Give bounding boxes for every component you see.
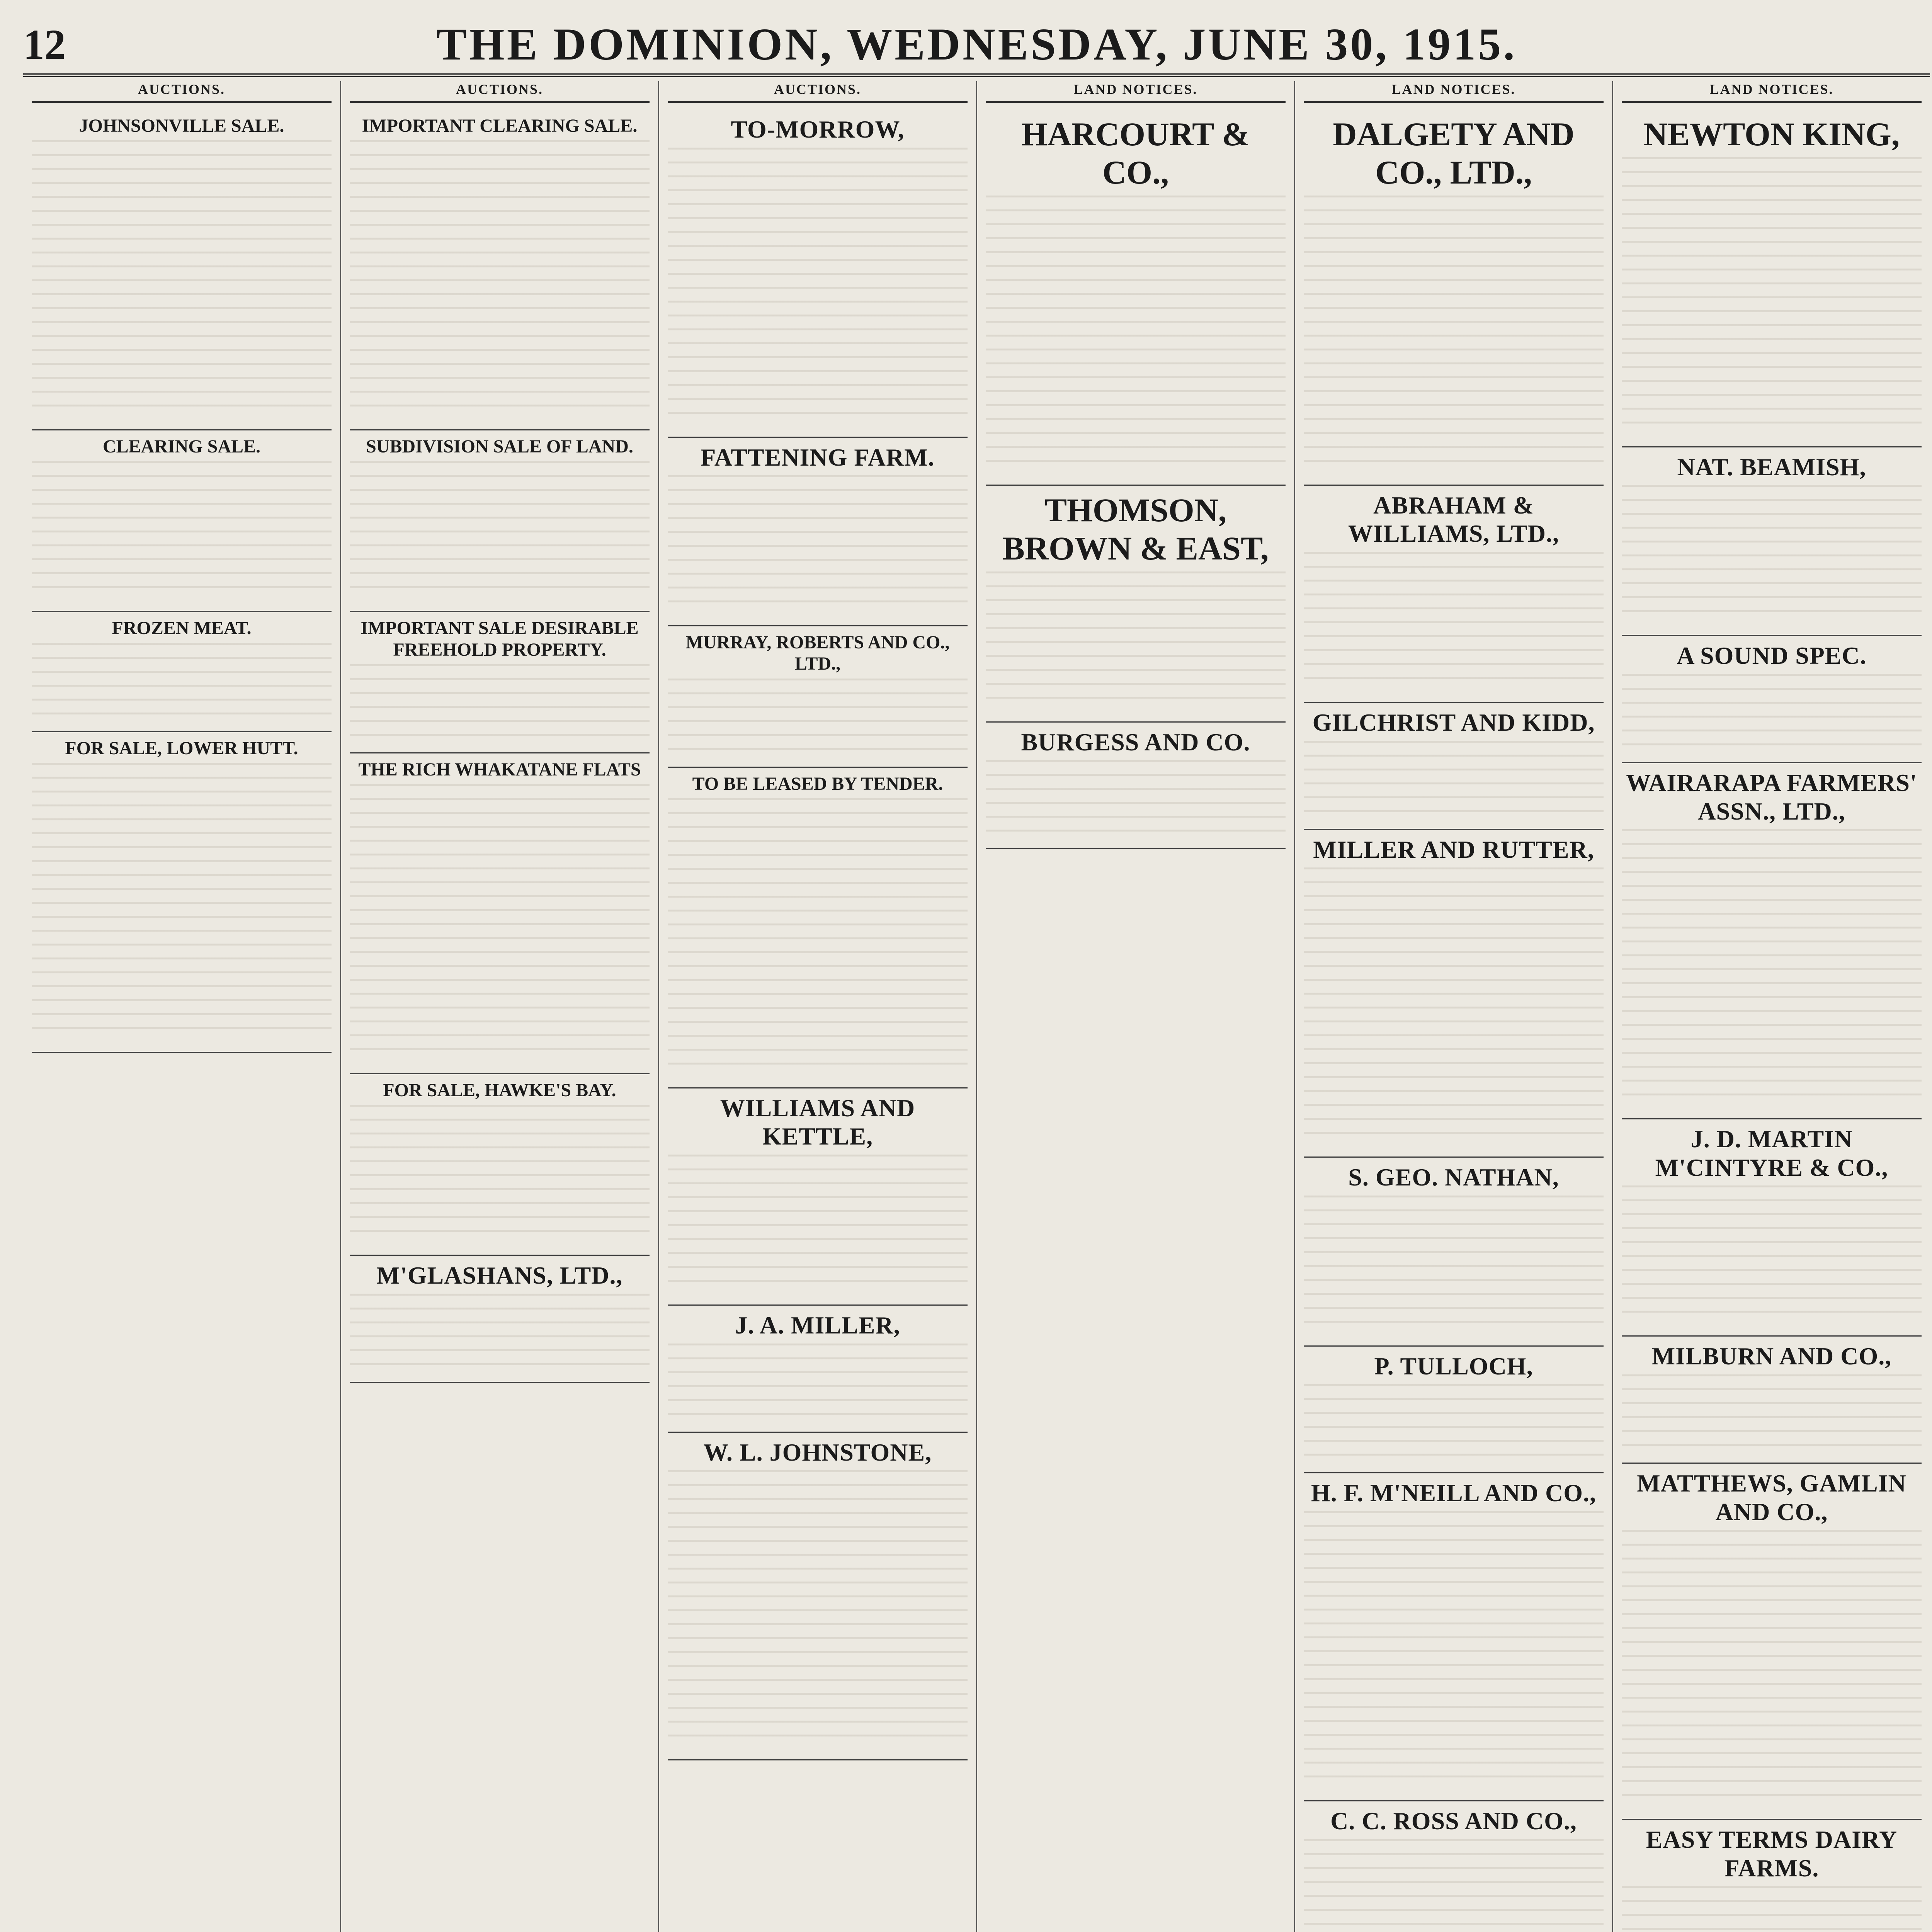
advertisement-heading: BURGESS AND CO. [1021, 728, 1250, 756]
advertisement-body-text [1304, 867, 1604, 1146]
advertisement-body-text [1622, 157, 1922, 435]
advertisement-body-text [1304, 1511, 1604, 1789]
advertisement [668, 1088, 968, 1306]
advertisement [350, 753, 650, 1074]
advertisement-heading: SUBDIVISION SALE OF LAND. [366, 436, 633, 457]
advertisement [1622, 1820, 1922, 1932]
advertisement [1622, 1464, 1922, 1820]
advertisement-body-text [1304, 1839, 1604, 1932]
advertisement-body-text [32, 643, 332, 720]
advertisement [32, 430, 332, 612]
advertisement [1304, 830, 1604, 1158]
advertisement [1622, 1337, 1922, 1464]
advertisement [668, 768, 968, 1088]
advertisement [1304, 1347, 1604, 1474]
advertisement-body-text [668, 1155, 968, 1294]
advertisement [350, 430, 650, 612]
advertisement-body-text [350, 1105, 650, 1244]
advertisement-heading: THOMSON, BROWN & EAST, [1002, 491, 1269, 567]
advertisement-body-text [1622, 1886, 1922, 1932]
advertisement-heading: HARCOURT & CO., [1021, 116, 1250, 191]
advertisement [350, 1256, 650, 1383]
advertisement-heading: FATTENING FARM. [701, 443, 935, 471]
advertisement-body-text [668, 148, 968, 426]
column-section-header: AUCTIONS. [350, 81, 650, 103]
advertisement-body-text [668, 679, 968, 756]
advertisement [986, 110, 1286, 486]
advertisement-heading: GILCHRIST AND KIDD, [1312, 708, 1595, 736]
advertisement [986, 723, 1286, 850]
advertisement-body-text [1304, 552, 1604, 691]
advertisement-body-text [32, 763, 332, 1041]
advertisement [350, 110, 650, 430]
advertisement-heading: NEWTON KING, [1643, 116, 1900, 153]
advertisement-heading: EASY TERMS DAIRY FARMS. [1646, 1826, 1898, 1882]
advertisement [1304, 1473, 1604, 1801]
advertisement [32, 732, 332, 1053]
advertisement-body-text [1622, 1530, 1922, 1808]
advertisement-body-text [350, 784, 650, 1062]
advertisement-body-text [668, 475, 968, 614]
advertisement-body-text [350, 1294, 650, 1371]
advertisement [1304, 1801, 1604, 1932]
advertisement [1304, 110, 1604, 486]
masthead [23, 15, 1930, 77]
column-6 [1613, 81, 1930, 1932]
column-section-header: LAND NOTICES. [986, 81, 1286, 103]
advertisement-heading: W. L. JOHNSTONE, [703, 1438, 932, 1466]
advertisement [1622, 447, 1922, 636]
advertisement-heading: WILLIAMS AND KETTLE, [720, 1094, 915, 1150]
advertisement-heading: P. TULLOCH, [1374, 1352, 1533, 1380]
column-section-header: AUCTIONS. [32, 81, 332, 103]
advertisement-heading: WAIRARAPA FARMERS' ASSN., LTD., [1626, 769, 1917, 825]
advertisement-body-text [32, 140, 332, 418]
column-2 [341, 81, 659, 1932]
advertisement-heading: J. D. MARTIN M'CINTYRE & CO., [1655, 1125, 1888, 1181]
advertisement [1304, 703, 1604, 830]
advertisement [1622, 1119, 1922, 1337]
newspaper-title: THE DOMINION, WEDNESDAY, JUNE 30, 1915. [436, 19, 1517, 70]
advertisement-body-text [986, 196, 1286, 474]
advertisement-body-text [350, 140, 650, 418]
advertisement-heading: NAT. BEAMISH, [1677, 453, 1866, 481]
advertisement-body-text [1622, 674, 1922, 751]
advertisement [350, 612, 650, 753]
advertisement-heading: MATTHEWS, GAMLIN AND CO., [1637, 1469, 1906, 1526]
advertisement-heading: CLEARING SALE. [102, 436, 261, 457]
advertisement-heading: ABRAHAM & WILLIAMS, LTD., [1348, 491, 1560, 548]
advertisement-heading: MILLER AND RUTTER, [1313, 835, 1594, 863]
advertisement-body-text [1304, 1384, 1604, 1461]
advertisement [668, 1433, 968, 1761]
advertisement-body-text [986, 760, 1286, 837]
advertisement-heading: JOHNSONVILLE SALE. [79, 116, 284, 136]
column-5 [1295, 81, 1613, 1932]
advertisement-heading: A SOUND SPEC. [1677, 642, 1867, 670]
column-4 [977, 81, 1295, 1932]
advertisement-body-text [1622, 485, 1922, 624]
advertisement-heading: FROZEN MEAT. [112, 618, 252, 639]
advertisement-body-text [668, 1470, 968, 1748]
advertisement-heading: IMPORTANT SALE DESIRABLE FREEHOLD PROPERTY. [361, 618, 639, 660]
advertisement [32, 110, 332, 430]
column-section-header: AUCTIONS. [668, 81, 968, 103]
advertisement [1622, 110, 1922, 447]
columns-area [23, 81, 1930, 1932]
advertisement-heading: C. C. ROSS AND CO., [1330, 1807, 1577, 1835]
advertisement-heading: M'GLASHANS, LTD., [376, 1262, 623, 1289]
advertisement-body-text [1304, 196, 1604, 474]
advertisement-heading: TO BE LEASED BY TENDER. [692, 773, 943, 794]
advertisement [668, 438, 968, 627]
advertisement-body-text [1622, 1185, 1922, 1325]
advertisement-heading: TO-MORROW, [731, 116, 905, 143]
advertisement [32, 612, 332, 732]
advertisement-heading: THE RICH WHAKATANE FLATS [358, 759, 641, 780]
advertisement-heading: MURRAY, ROBERTS AND CO., LTD., [685, 632, 950, 674]
advertisement-heading: DALGETY AND CO., LTD., [1333, 116, 1575, 191]
advertisement-body-text [350, 461, 650, 600]
page-number: 12 [23, 20, 66, 68]
advertisement-heading: MILBURN AND CO., [1651, 1342, 1892, 1370]
advertisement-heading: H. F. M'NEILL AND CO., [1311, 1479, 1596, 1507]
advertisement-body-text [1622, 829, 1922, 1107]
column-section-header: LAND NOTICES. [1304, 81, 1604, 103]
advertisement-body-text [1304, 1196, 1604, 1335]
advertisement [668, 626, 968, 767]
advertisement-heading: IMPORTANT CLEARING SALE. [362, 116, 638, 136]
advertisement-body-text [668, 798, 968, 1077]
advertisement-body-text [1622, 1374, 1922, 1452]
advertisement [1622, 636, 1922, 763]
advertisement-heading: S. GEO. NATHAN, [1348, 1163, 1559, 1191]
advertisement-body-text [986, 571, 1286, 711]
advertisement [1304, 1158, 1604, 1347]
advertisement [668, 110, 968, 438]
advertisement-heading: FOR SALE, HAWKE'S BAY. [383, 1080, 616, 1100]
advertisement-body-text [1304, 741, 1604, 818]
advertisement-heading: J. A. MILLER, [735, 1311, 900, 1339]
column-section-header: LAND NOTICES. [1622, 81, 1922, 103]
column-1 [23, 81, 341, 1932]
advertisement [986, 486, 1286, 723]
advertisement [668, 1306, 968, 1433]
advertisement-heading: FOR SALE, LOWER HUTT. [65, 738, 298, 759]
advertisement [1304, 486, 1604, 703]
advertisement [1622, 763, 1922, 1119]
advertisement-body-text [350, 664, 650, 742]
advertisement-body-text [668, 1344, 968, 1421]
column-3 [659, 81, 977, 1932]
advertisement [350, 1074, 650, 1256]
advertisement-body-text [32, 461, 332, 600]
